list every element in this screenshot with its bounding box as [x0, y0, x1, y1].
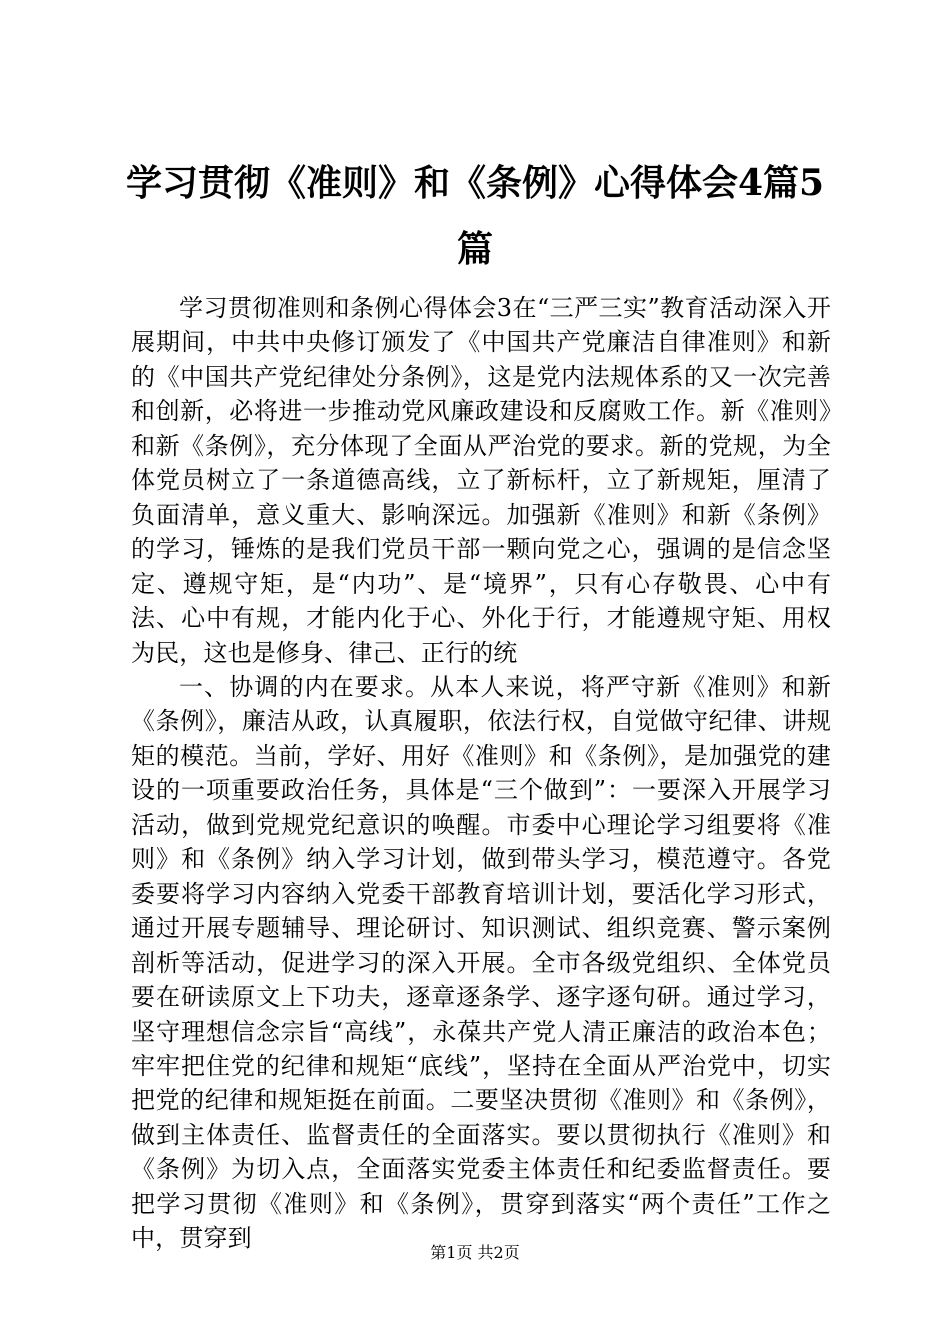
- paragraph-1: 学习贯彻准则和条例心得体会3在“三严三实”教育活动深入开展期间，中共中央修订颁发了《中国共产党廉洁自律准则》和新的《中国共产党纪律处分条例》，这是党内法规体系的又一次完善和创新，必将进一步推动党风廉政建设和反腐败工作。新《准则》和新《条例》，充分体现了全面从严治党的要求。新的党规，为全体党员树立了一条道德高线，立了新标杆，立了新规矩，厘清了负面清单，意义重大、影响深远。加强新《准则》和新《条例》的学习，锤炼的是我们党员干部一颗向党之心，强调的是信念坚定、遵规守矩，是“内功”、是“境界”，只有心存敬畏、心中有法、心中有规，才能内化于心、外化于行，才能遵规守矩、用权为民，这也是修身、律己、正行的统: [131, 294, 831, 667]
- document-body: [131, 291, 831, 1256]
- document-title: 学习贯彻《准则》和《条例》心得体会4篇5篇: [125, 162, 825, 270]
- paragraph-2: 一、协调的内在要求。从本人来说，将严守新《准则》和新《条例》，廉洁从政，认真履职，依法行权，自觉做守纪律、讲规矩的模范。当前，学好、用好《准则》和《条例》，是加强党的建设的一项重要政治任务，具体是“三个做到”：一要深入开展学习活动，做到党规党纪意识的唤醒。市委中心理论学习组要将《准则》和《条例》纳入学习计划，做到带头学习，模范遵守。各党委要将学习内容纳入党委干部教育培训计划，要活化学习形式，通过开展专题辅导、理论研讨、知识测试、组织竞赛、警示案例剖析等活动，促进学习的深入开展。全市各级党组织、全体党员要在研读原文上下功夫，逐章逐条学、逐字逐句研。通过学习，坚守理想信念宗旨“高线”，永葆共产党人清正廉洁的政治本色；牢牢把住党的纪律和规矩“底线”，坚持在全面从严治党中，切实把党的纪律和规矩挺在前面。二要坚决贯彻《准则》和《条例》，做到主体责任、监督责任的全面落实。要以贯彻执行《准则》和《条例》为切入点，全面落实党委主体责任和纪委监督责任。要把学习贯彻《准则》和《条例》，贯穿到落实“两个责任”工作之中，贯穿到: [131, 672, 831, 1253]
- page-footer: 第1页 共2页: [430, 1243, 520, 1262]
